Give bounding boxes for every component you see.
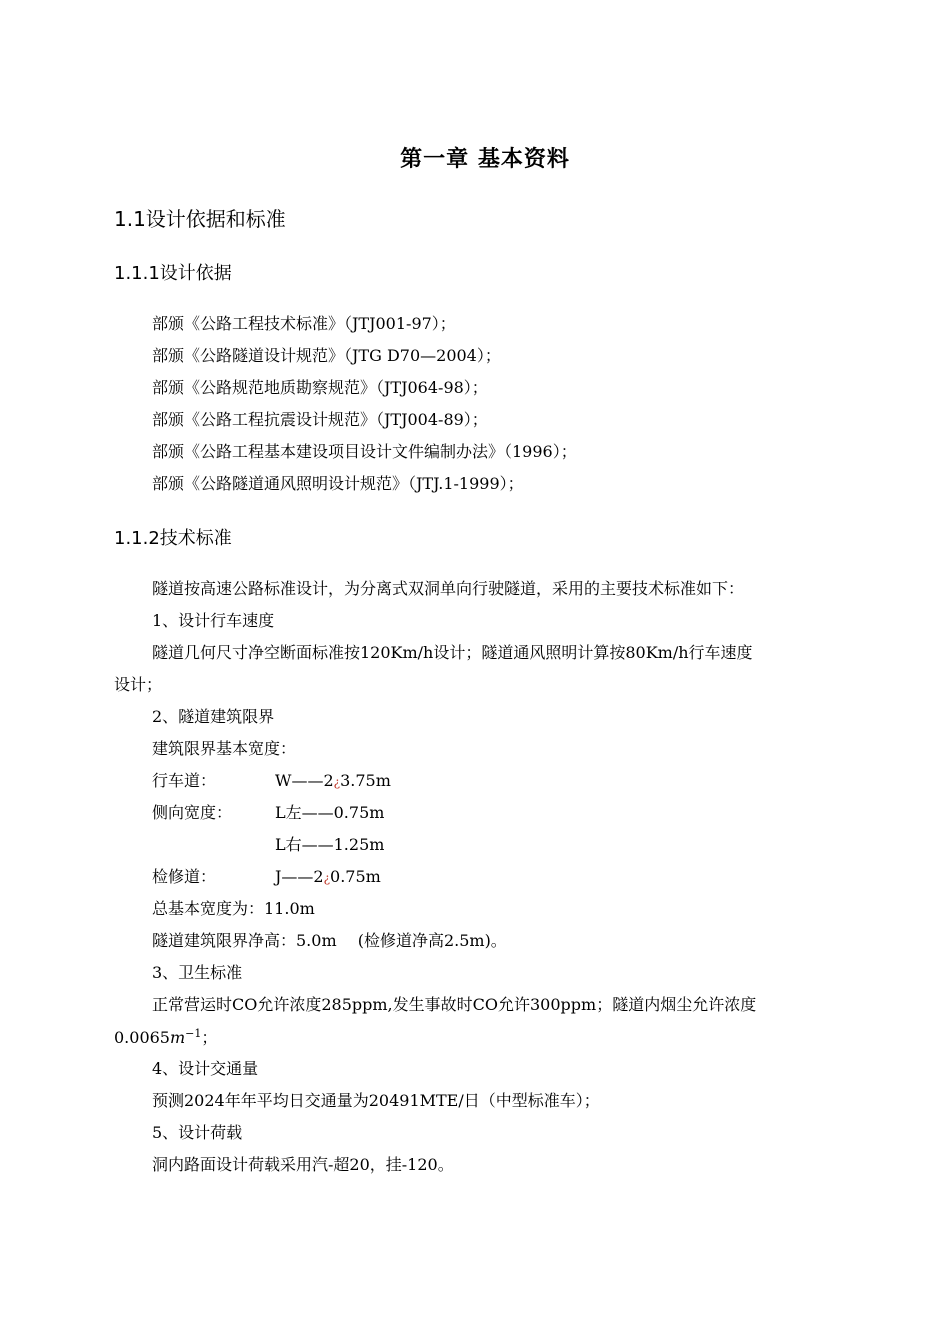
paragraph-line: 洞内路面设计荷载采用汽-超20，挂-120。 bbox=[152, 1155, 454, 1174]
section-heading-1-1: 1.1设计依据和标准 bbox=[114, 207, 286, 231]
basis-item: 部颁《公路规范地质勘察规范》（JTJ064-98）； bbox=[152, 378, 488, 397]
item-title: 3、卫生标准 bbox=[152, 963, 243, 982]
total-width: 总基本宽度为：11.0m bbox=[152, 899, 315, 918]
basis-item: 部颁《公路工程技术标准》（JTJ001-97）； bbox=[152, 314, 456, 333]
section-heading-1-1-2: 1.1.2技术标准 bbox=[114, 528, 232, 549]
side-width-label: 侧向宽度： bbox=[152, 803, 233, 822]
paragraph-line: 预测2024年年平均日交通量为20491MTE/日（中型标准车）； bbox=[152, 1091, 600, 1110]
paragraph-line: 隧道几何尺寸净空断面标准按120Km/h设计；隧道通风照明计算按80Km/h行车速度 bbox=[152, 643, 753, 662]
garbled-mark: ¿ bbox=[333, 775, 341, 789]
basis-item: 部颁《公路工程基本建设项目设计文件编制办法》（1996）； bbox=[152, 442, 577, 461]
basis-item: 部颁《公路工程抗震设计规范》（JTJ004-89）； bbox=[152, 410, 488, 429]
basis-item: 部颁《公路隧道通风照明设计规范》（JTJ.1-1999）； bbox=[152, 474, 524, 493]
walkway-value: J——2¿0.75m bbox=[275, 867, 381, 886]
chapter-title: 第一章 基本资料 bbox=[400, 147, 570, 172]
lane-label: 行车道： bbox=[152, 771, 217, 790]
paragraph-line: 建筑限界基本宽度： bbox=[152, 739, 297, 758]
item-title: 2、隧道建筑限界 bbox=[152, 707, 275, 726]
side-width-right: L右——1.25m bbox=[275, 835, 385, 854]
clear-height: 隧道建筑限界净高：5.0m (检修道净高2.5m)。 bbox=[152, 931, 507, 950]
garbled-mark: ¿ bbox=[323, 871, 331, 885]
item-title: 4、设计交通量 bbox=[152, 1059, 259, 1078]
section-heading-1-1-1: 1.1.1设计依据 bbox=[114, 263, 232, 284]
lane-value: W——2¿3.75m bbox=[275, 771, 391, 790]
side-width-left: L左——0.75m bbox=[275, 803, 385, 822]
basis-item: 部颁《公路隧道设计规范》（JTG D70—2004）； bbox=[152, 346, 501, 365]
paragraph-line: 正常营运时CO允许浓度285ppm,发生事故时CO允许300ppm；隧道内烟尘允许浓度 bbox=[152, 995, 757, 1014]
paragraph-line: 设计； bbox=[114, 675, 163, 694]
walkway-label: 检修道： bbox=[152, 867, 217, 886]
standards-intro: 隧道按高速公路标准设计，为分离式双洞单向行驶隧道，采用的主要技术标准如下： bbox=[152, 579, 745, 598]
item-title: 5、设计荷载 bbox=[152, 1123, 243, 1142]
concentration-value: $0.0065m^{-1}$； bbox=[114, 1027, 218, 1047]
item-title: 1、设计行车速度 bbox=[152, 611, 275, 630]
